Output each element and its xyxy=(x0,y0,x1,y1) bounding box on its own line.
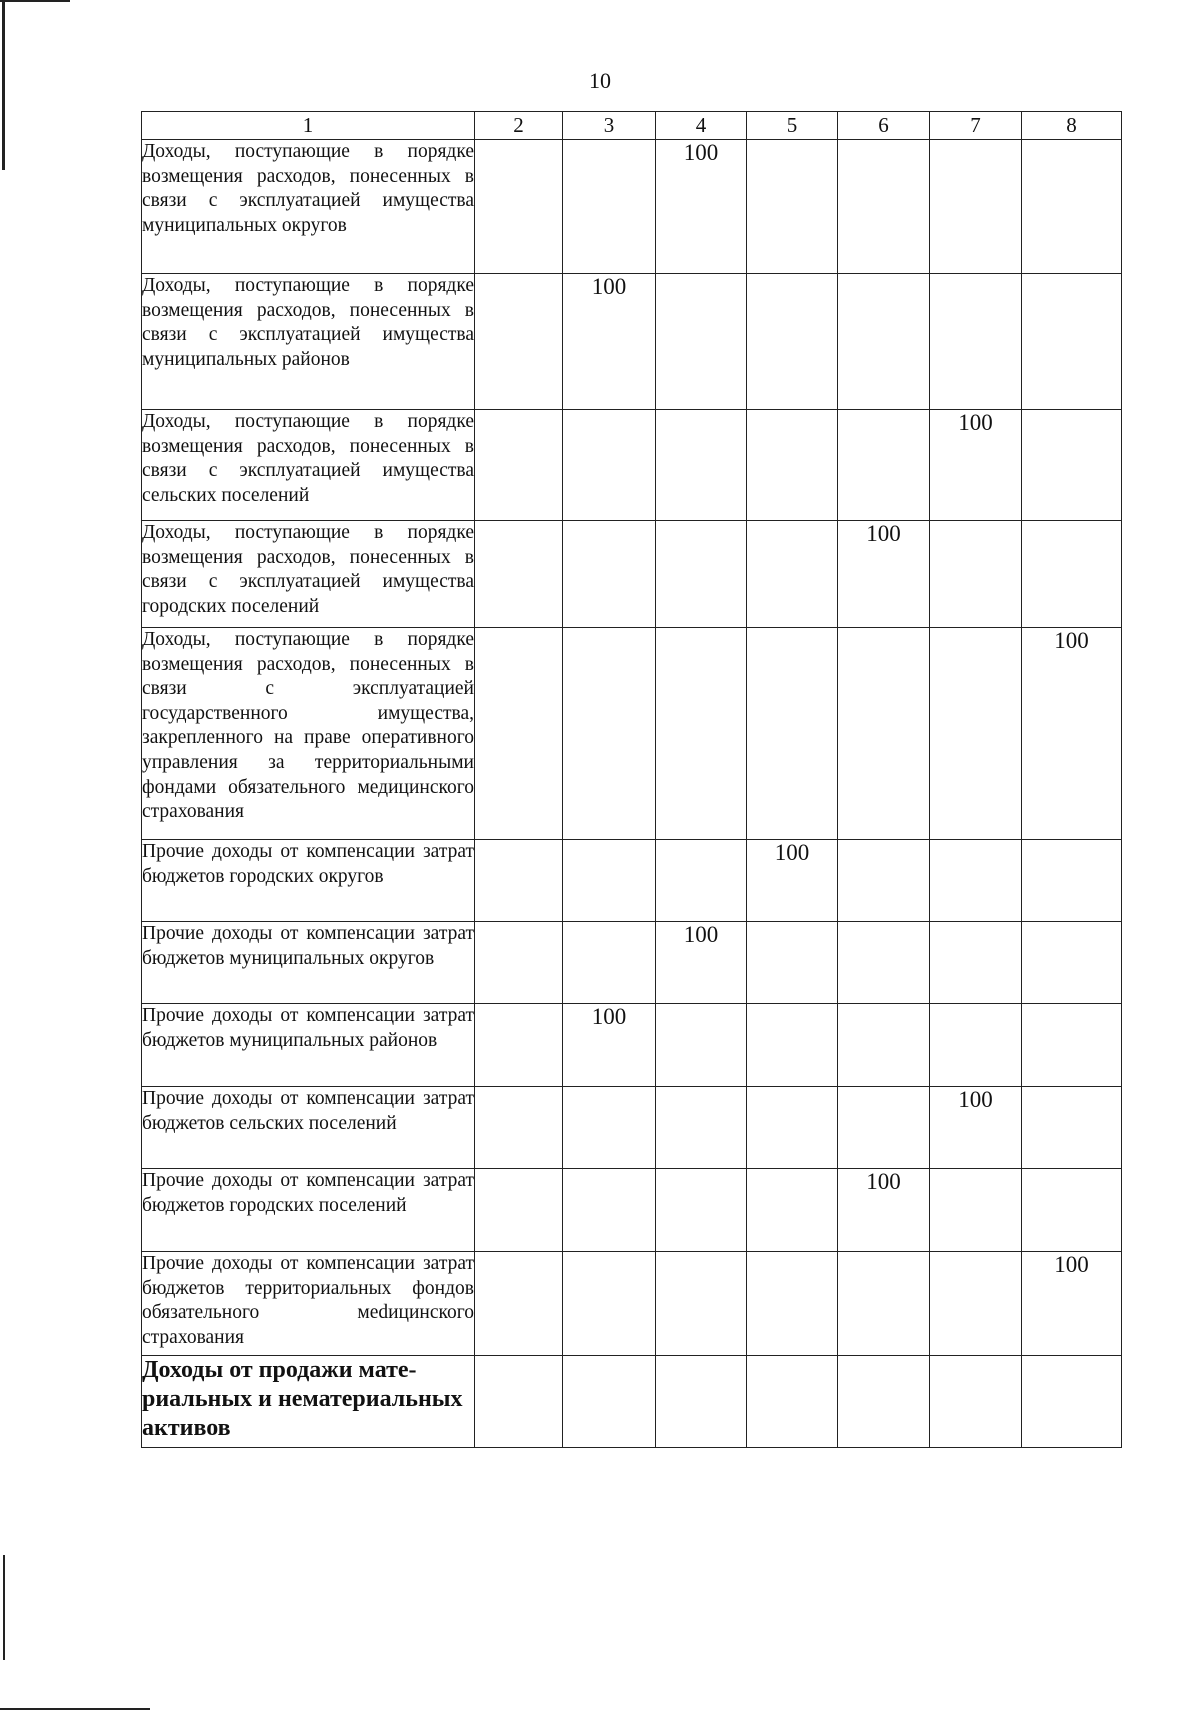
row-value-col-4 xyxy=(656,521,747,628)
table-row xyxy=(142,1004,1122,1087)
page-number: 10 xyxy=(589,68,611,93)
row-value-col-4: 100 xyxy=(656,140,747,274)
table-row xyxy=(142,628,1122,840)
row-value-col-2 xyxy=(475,1169,563,1252)
row-value-col-5 xyxy=(747,1169,838,1252)
row-value-col-5 xyxy=(747,274,838,410)
row-value-col-5 xyxy=(747,521,838,628)
row-value-col-8: 100 xyxy=(1022,628,1122,840)
column-header: 7 xyxy=(930,112,1022,140)
row-value-col-8 xyxy=(1022,1004,1122,1087)
row-value-col-2 xyxy=(475,922,563,1004)
table-row xyxy=(142,521,1122,628)
column-header: 8 xyxy=(1022,112,1122,140)
row-value-col-2 xyxy=(475,410,563,521)
row-value-col-3 xyxy=(563,1356,656,1448)
row-value-col-3 xyxy=(563,840,656,922)
row-value-col-6 xyxy=(838,628,930,840)
row-value-col-3 xyxy=(563,922,656,1004)
row-value-col-8 xyxy=(1022,922,1122,1004)
row-value-col-7 xyxy=(930,1356,1022,1448)
row-value-col-8 xyxy=(1022,1087,1122,1169)
row-description: Доходы, поступающие в порядке возмещения расходов, понесенных в связи с эксплуатацией имущества городских поселений xyxy=(142,521,475,628)
table-row xyxy=(142,140,1122,274)
row-value-col-5 xyxy=(747,1252,838,1356)
row-value-col-8 xyxy=(1022,274,1122,410)
row-value-col-2 xyxy=(475,1356,563,1448)
column-header: 2 xyxy=(475,112,563,140)
row-value-col-8 xyxy=(1022,410,1122,521)
row-value-col-6 xyxy=(838,1004,930,1087)
scan-edge-mark-left-lower xyxy=(3,1555,5,1660)
row-value-col-7 xyxy=(930,521,1022,628)
row-value-col-4 xyxy=(656,1169,747,1252)
row-value-col-3 xyxy=(563,521,656,628)
row-value-col-6 xyxy=(838,922,930,1004)
row-value-col-7: 100 xyxy=(930,1087,1022,1169)
row-value-col-2 xyxy=(475,840,563,922)
row-value-col-6: 100 xyxy=(838,1169,930,1252)
row-description: Прочие доходы от компенсации затрат бюджетов муниципальных районов xyxy=(142,1004,475,1087)
row-value-col-4 xyxy=(656,840,747,922)
row-value-col-4 xyxy=(656,1252,747,1356)
row-value-col-6 xyxy=(838,840,930,922)
row-value-col-3 xyxy=(563,140,656,274)
row-value-col-3 xyxy=(563,628,656,840)
row-description: Доходы, поступающие в порядке возмещения расходов, понесенных в связи с эксплуатацией имущества муниципальных районов xyxy=(142,274,475,410)
row-value-col-6 xyxy=(838,1252,930,1356)
row-description: Прочие доходы от компенсации затрат бюджетов территориальных фондов обязательного меdицинского страхования xyxy=(142,1252,475,1356)
column-header: 1 xyxy=(142,112,475,140)
column-header: 5 xyxy=(747,112,838,140)
row-value-col-4 xyxy=(656,628,747,840)
row-value-col-4 xyxy=(656,1356,747,1448)
row-value-col-6 xyxy=(838,274,930,410)
row-value-col-4 xyxy=(656,410,747,521)
row-value-col-7 xyxy=(930,840,1022,922)
row-value-col-3 xyxy=(563,1252,656,1356)
row-value-col-5 xyxy=(747,1004,838,1087)
row-value-col-8 xyxy=(1022,1169,1122,1252)
row-value-col-3 xyxy=(563,410,656,521)
row-value-col-2 xyxy=(475,521,563,628)
revenue-distribution-table xyxy=(141,111,1122,1448)
row-value-col-7 xyxy=(930,140,1022,274)
row-value-col-2 xyxy=(475,140,563,274)
scan-edge-mark-bottom-left xyxy=(0,1708,150,1710)
table-row xyxy=(142,922,1122,1004)
row-description: Доходы, поступающие в порядке возмещения расходов, понесенных в связи с эксплуатацией имущества сельских поселений xyxy=(142,410,475,521)
row-value-col-4: 100 xyxy=(656,922,747,1004)
row-value-col-6 xyxy=(838,410,930,521)
row-value-col-6 xyxy=(838,140,930,274)
row-value-col-5 xyxy=(747,1087,838,1169)
row-value-col-3 xyxy=(563,1169,656,1252)
row-value-col-4 xyxy=(656,1087,747,1169)
row-value-col-7 xyxy=(930,1169,1022,1252)
table-row xyxy=(142,1356,1122,1448)
column-header: 4 xyxy=(656,112,747,140)
table-header-row xyxy=(142,112,1122,140)
row-value-col-8: 100 xyxy=(1022,1252,1122,1356)
row-value-col-7 xyxy=(930,922,1022,1004)
row-value-col-3: 100 xyxy=(563,274,656,410)
row-value-col-5: 100 xyxy=(747,840,838,922)
row-value-col-5 xyxy=(747,1356,838,1448)
row-value-col-8 xyxy=(1022,521,1122,628)
row-value-col-7: 100 xyxy=(930,410,1022,521)
row-value-col-8 xyxy=(1022,840,1122,922)
row-value-col-5 xyxy=(747,410,838,521)
row-value-col-7 xyxy=(930,1004,1022,1087)
row-description: Доходы от продажи материальных и нематериальных активов xyxy=(142,1356,475,1448)
row-description: Прочие доходы от компенсации затрат бюджетов муниципальных округов xyxy=(142,922,475,1004)
table-row xyxy=(142,1087,1122,1169)
row-value-col-8 xyxy=(1022,140,1122,274)
row-description: Прочие доходы от компенсации затрат бюджетов городских поселений xyxy=(142,1169,475,1252)
table-row xyxy=(142,1252,1122,1356)
row-value-col-6 xyxy=(838,1087,930,1169)
scan-edge-mark-top-left xyxy=(0,0,70,2)
table-row xyxy=(142,1169,1122,1252)
row-description: Доходы, поступающие в порядке возмещения расходов, понесенных в связи с эксплуатацией имущества муниципальных округов xyxy=(142,140,475,274)
row-description: Доходы, поступающие в порядке возмещения расходов, понесенных в связи с эксплуатацией государственного имущества, закрепленного на праве оперативного управления за территориальными фондами обязательного медицинского страхования xyxy=(142,628,475,840)
row-value-col-7 xyxy=(930,1252,1022,1356)
row-value-col-7 xyxy=(930,274,1022,410)
row-value-col-6: 100 xyxy=(838,521,930,628)
table-body xyxy=(142,140,1122,1448)
row-description: Прочие доходы от компенсации затрат бюджетов городских округов xyxy=(142,840,475,922)
row-value-col-8 xyxy=(1022,1356,1122,1448)
column-header: 3 xyxy=(563,112,656,140)
row-value-col-3: 100 xyxy=(563,1004,656,1087)
row-value-col-5 xyxy=(747,628,838,840)
table-row xyxy=(142,840,1122,922)
row-value-col-7 xyxy=(930,628,1022,840)
row-value-col-2 xyxy=(475,1252,563,1356)
row-value-col-5 xyxy=(747,140,838,274)
row-value-col-2 xyxy=(475,274,563,410)
row-value-col-2 xyxy=(475,1004,563,1087)
row-value-col-4 xyxy=(656,1004,747,1087)
row-description: Прочие доходы от компенсации затрат бюджетов сельских поселений xyxy=(142,1087,475,1169)
row-value-col-6 xyxy=(838,1356,930,1448)
row-value-col-2 xyxy=(475,1087,563,1169)
row-value-col-3 xyxy=(563,1087,656,1169)
column-header: 6 xyxy=(838,112,930,140)
table-row xyxy=(142,274,1122,410)
row-value-col-2 xyxy=(475,628,563,840)
row-value-col-5 xyxy=(747,922,838,1004)
table-row xyxy=(142,410,1122,521)
row-value-col-4 xyxy=(656,274,747,410)
